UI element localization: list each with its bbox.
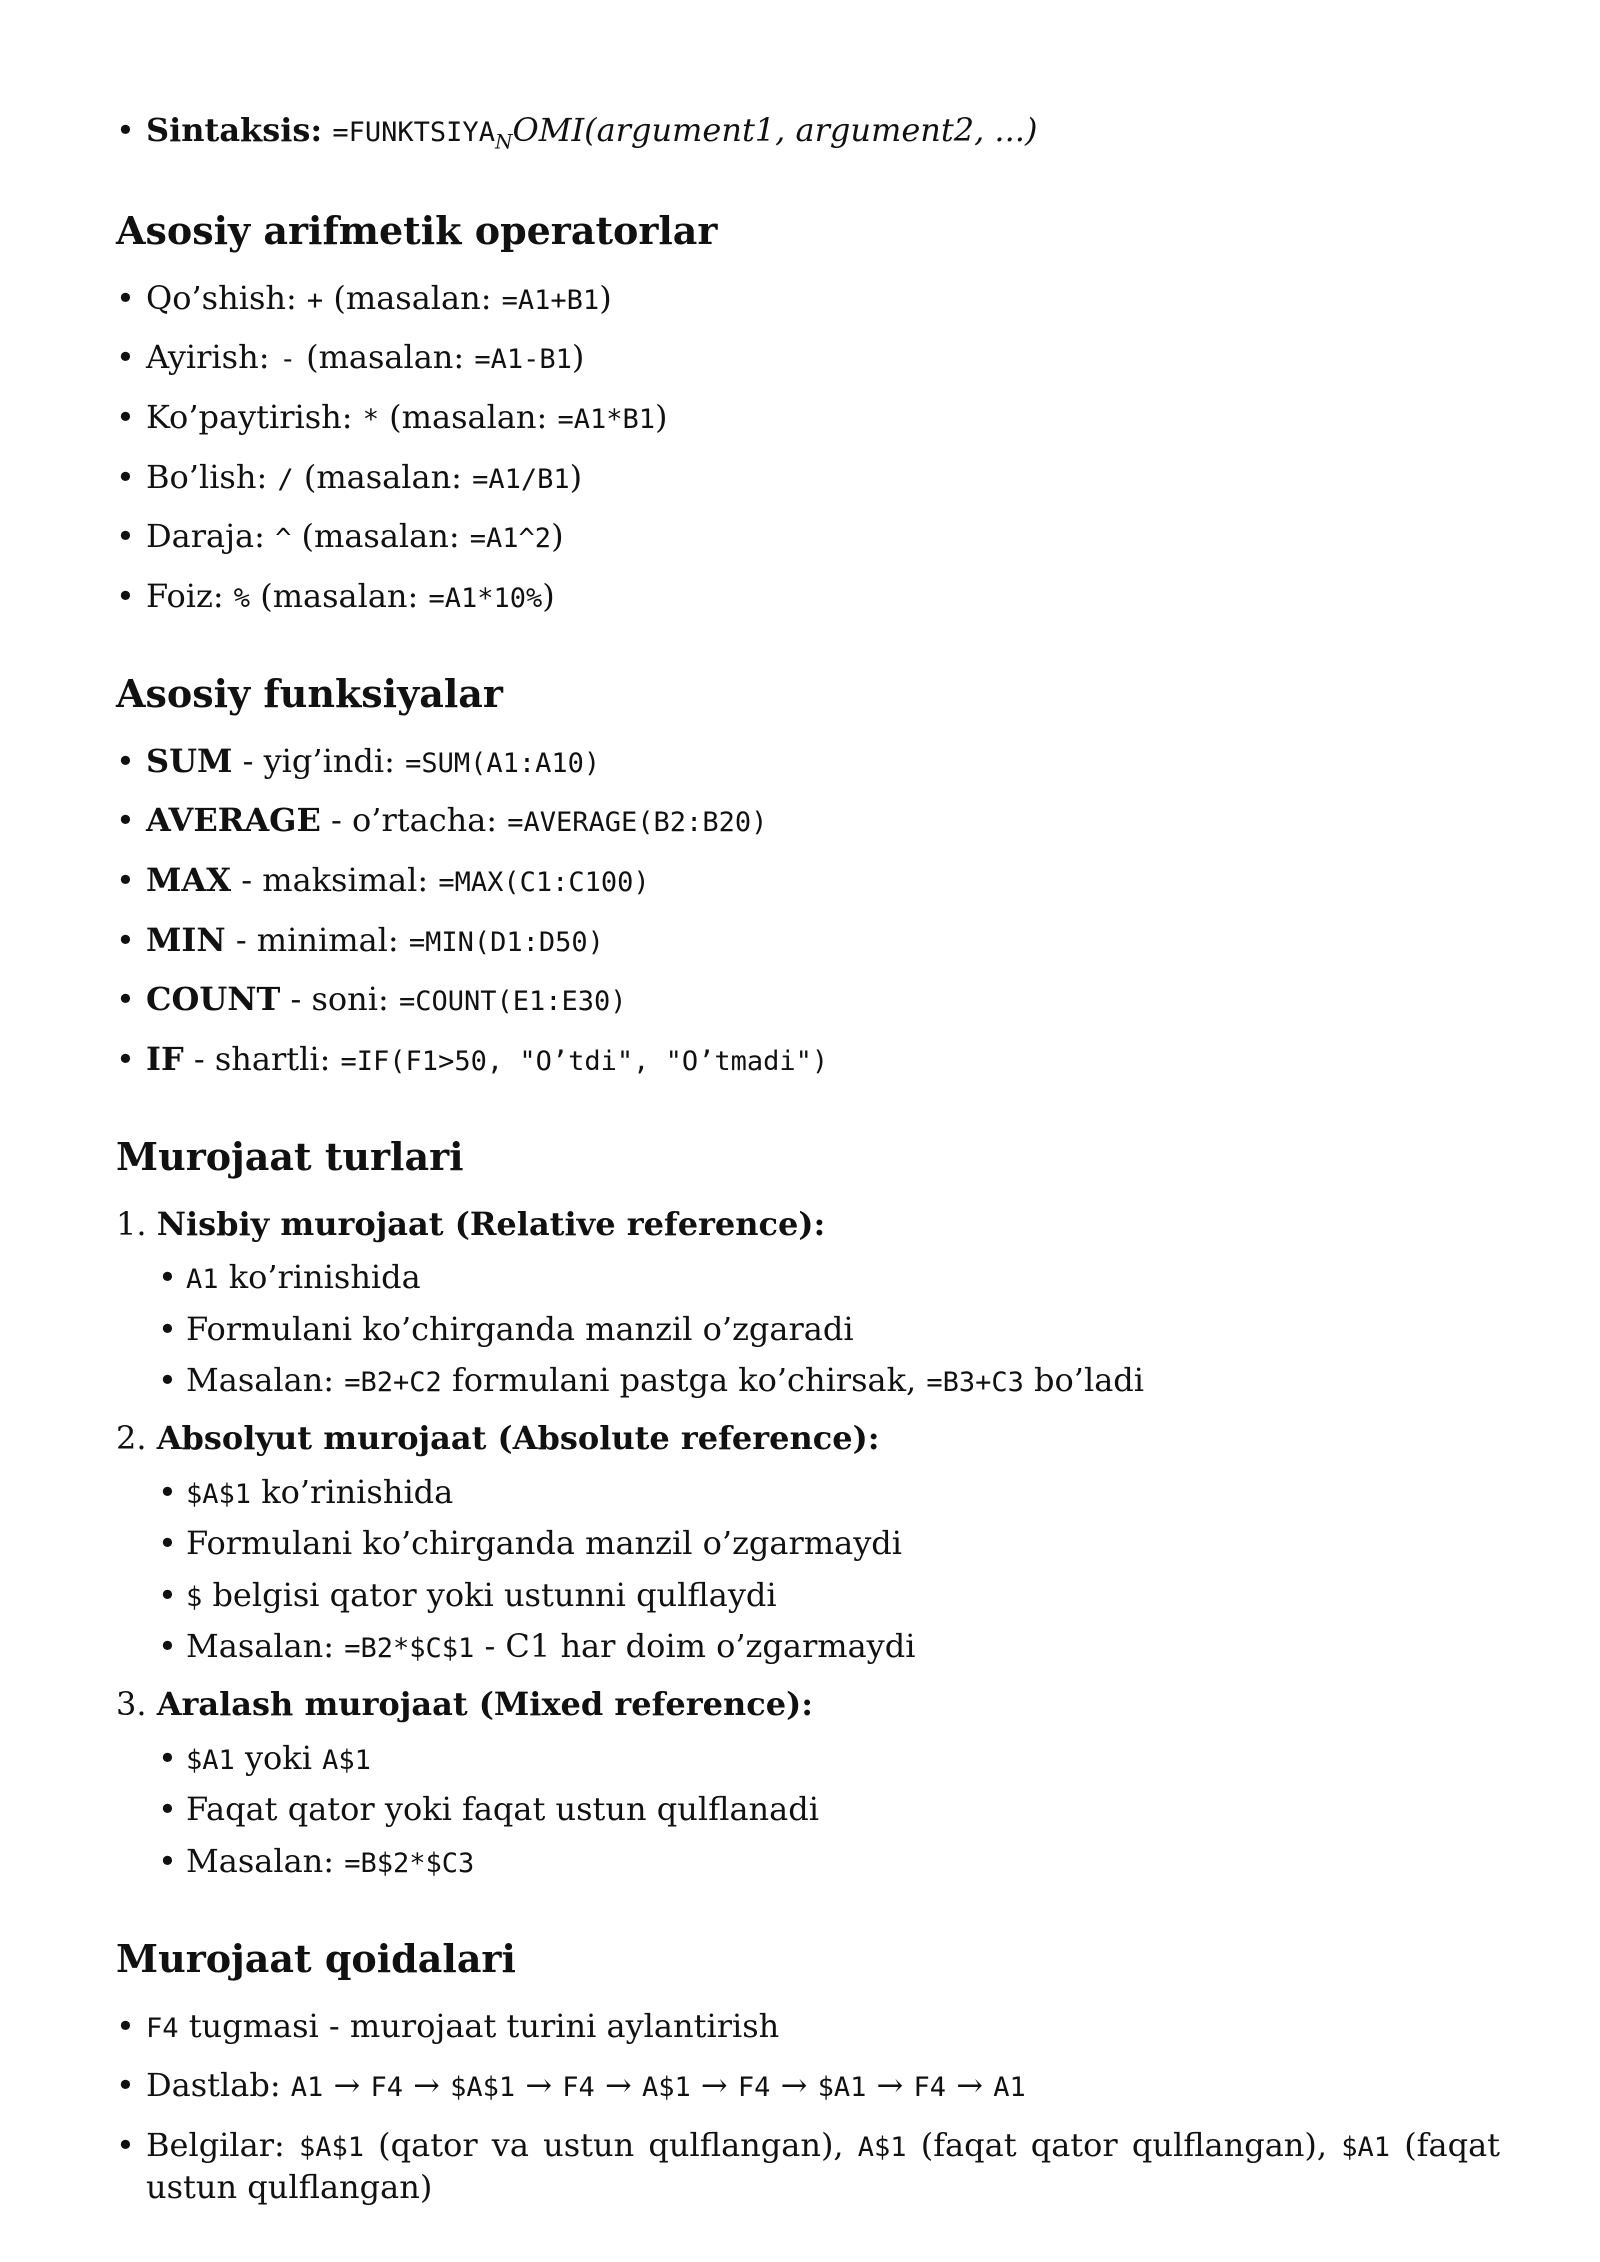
code-text: =B3+C3 <box>926 1367 1024 1399</box>
item-label: Qo’shish: <box>146 278 297 317</box>
ref-title-text: Nisbiy murojaat (Relative reference): <box>156 1204 826 1243</box>
item-text: Masalan: <box>186 1841 345 1880</box>
func-example: =MIN(D1:D50) <box>408 926 604 958</box>
ref-type-relative <box>116 1204 1500 1402</box>
code-text: F4 <box>737 2072 771 2104</box>
item-op: % <box>233 582 251 614</box>
rules-list <box>116 2006 1500 2208</box>
syntax-item <box>116 110 1500 154</box>
list-item <box>158 1360 1500 1402</box>
list-item <box>158 1575 1500 1617</box>
list-item <box>116 2006 1500 2048</box>
list-item <box>116 576 1500 618</box>
item-text: (faqat qator qulflangan), <box>906 2125 1342 2164</box>
list-item <box>116 1039 1500 1081</box>
code-text: F4 <box>146 2012 179 2044</box>
func-name: AVERAGE <box>146 801 321 840</box>
func-desc: - o’rtacha: <box>320 801 508 840</box>
ref-number: 2. <box>116 1419 147 1458</box>
code-text: =B2+C2 <box>344 1367 442 1399</box>
ref-sublist <box>116 1257 1500 1402</box>
code-text: F4 <box>913 2072 947 2104</box>
code-text: A1 <box>993 2072 1026 2104</box>
item-op: ^ <box>275 523 292 555</box>
func-example: =COUNT(E1:E30) <box>398 986 627 1018</box>
item-example: =A1-B1 <box>474 344 572 376</box>
code-text: $A1 <box>186 1744 235 1776</box>
list-item <box>158 1841 1500 1883</box>
item-pre: (masalan: <box>306 338 465 377</box>
item-example: =A1*10% <box>428 582 543 614</box>
list-item <box>116 800 1500 842</box>
code-text: $ <box>186 1581 203 1613</box>
list-item <box>116 2125 1500 2208</box>
arrow-icon: → <box>604 2066 632 2105</box>
code-text: A$1 <box>641 2072 691 2104</box>
item-post: ) <box>655 397 668 436</box>
syntax-list <box>116 110 1500 154</box>
item-text: Masalan: <box>186 1361 345 1400</box>
code-text: $A$1 <box>298 2131 364 2163</box>
arrow-icon: → <box>780 2066 808 2105</box>
rules-heading: Murojaat qoidalari <box>116 1936 516 1982</box>
item-text: ko’rinishida <box>218 1258 421 1297</box>
item-pre: (masalan: <box>301 517 460 556</box>
item-label: Ayirish: <box>146 338 270 377</box>
func-desc: - soni: <box>280 980 399 1019</box>
arrow-icon: → <box>333 2066 361 2105</box>
list-item <box>158 1309 1500 1351</box>
arrow-icon: → <box>413 2066 440 2105</box>
item-post: ) <box>542 576 555 615</box>
syntax-sub: N <box>494 129 513 154</box>
item-text: Formulani ko’chirganda manzil o’zgarmaydi <box>186 1524 902 1563</box>
list-item <box>158 1257 1500 1299</box>
ref-title-text: Absolyut murojaat (Absolute reference): <box>156 1419 880 1458</box>
list-item <box>158 1738 1500 1780</box>
item-text: (faqat ustun qulflangan) <box>146 2125 1501 2206</box>
func-name: COUNT <box>146 980 281 1019</box>
item-label: Foiz: <box>146 576 224 615</box>
arrow-icon: → <box>876 2066 904 2105</box>
list-item <box>116 2065 1500 2107</box>
item-label: Bo’lish: <box>146 457 268 496</box>
item-example: =A1/B1 <box>472 463 570 495</box>
list-item <box>116 516 1500 558</box>
ref-title <box>116 1684 1500 1726</box>
ref-number: 3. <box>116 1685 147 1724</box>
funcs-heading: Asosiy funksiyalar <box>116 671 503 717</box>
refs-heading: Murojaat turlari <box>116 1134 464 1180</box>
item-pre: (masalan: <box>260 576 419 615</box>
code-text: $A$1 <box>450 2072 516 2104</box>
func-desc: - yig’indi: <box>232 741 406 780</box>
item-op: * <box>362 403 379 435</box>
item-text: yoki <box>234 1738 323 1777</box>
ref-sublist <box>116 1472 1500 1668</box>
item-label: Belgilar: <box>146 2125 299 2164</box>
func-name: SUM <box>146 741 233 780</box>
list-item <box>116 741 1500 783</box>
func-name: MIN <box>146 920 226 959</box>
code-text: A$1 <box>322 1744 371 1776</box>
arith-list <box>116 278 1500 618</box>
func-desc: - shartli: <box>183 1039 341 1078</box>
item-text: (qator va ustun qulflangan), <box>364 2125 858 2164</box>
list-item <box>158 1523 1500 1565</box>
ref-title <box>116 1204 1500 1246</box>
code-text: F4 <box>370 2072 403 2104</box>
syntax-label: Sintaksis: <box>146 111 323 149</box>
list-item <box>116 860 1500 902</box>
item-text: Masalan: <box>186 1627 345 1666</box>
code-text: A$1 <box>857 2131 907 2163</box>
ref-type-absolute <box>116 1418 1500 1668</box>
code-text: =B$2*$C3 <box>344 1847 475 1879</box>
syntax-args: (argument1, argument2, ...) <box>584 111 1038 149</box>
item-post: ) <box>599 278 612 317</box>
code-text: $A$1 <box>186 1478 252 1510</box>
arrow-icon: → <box>700 2066 728 2105</box>
item-op: - <box>279 344 296 376</box>
item-pre: (masalan: <box>389 397 548 436</box>
code-text: A1 <box>290 2072 324 2104</box>
list-item <box>116 979 1500 1021</box>
func-example: =SUM(A1:A10) <box>405 747 601 779</box>
item-text: - C1 har doim o’zgarmaydi <box>474 1627 916 1666</box>
list-item <box>116 457 1500 499</box>
ref-sublist <box>116 1738 1500 1883</box>
list-item <box>116 397 1500 439</box>
item-label: Ko’paytirish: <box>146 397 353 436</box>
list-item <box>158 1472 1500 1514</box>
code-text: $A1 <box>1341 2131 1391 2163</box>
func-example: =MAX(C1:C100) <box>438 866 650 898</box>
arith-heading: Asosiy arifmetik operatorlar <box>116 208 718 254</box>
item-post: ) <box>571 338 585 377</box>
item-example: =A1^2 <box>469 523 552 555</box>
syntax-code: =FUNKTSIYA <box>332 117 495 148</box>
ref-number: 1. <box>116 1204 147 1243</box>
ref-title-text: Aralash murojaat (Mixed reference): <box>156 1685 814 1724</box>
item-text: Faqat qator yoki faqat ustun qulflanadi <box>186 1790 819 1829</box>
func-name: IF <box>146 1039 184 1078</box>
func-example: =AVERAGE(B2:B20) <box>507 807 768 839</box>
func-example: =IF(F1>50, "O’tdi", "O’tmadi") <box>340 1045 829 1077</box>
list-item <box>158 1789 1500 1831</box>
func-desc: - minimal: <box>225 920 409 959</box>
item-text: ko’rinishida <box>251 1472 454 1511</box>
item-example: =A1*B1 <box>557 403 655 435</box>
item-text: belgisi qator yoki ustunni qulflaydi <box>202 1575 777 1614</box>
item-example: =A1+B1 <box>501 284 600 316</box>
item-text: formulani pastga ko’chirsak, <box>441 1361 927 1400</box>
refs-list <box>116 1204 1500 1883</box>
func-name: MAX <box>146 860 232 899</box>
item-op: + <box>306 284 324 316</box>
list-item <box>116 278 1500 320</box>
item-label: Dastlab: <box>146 2066 291 2105</box>
item-pre: (masalan: <box>303 457 462 496</box>
code-text: F4 <box>562 2072 595 2104</box>
item-pre: (masalan: <box>333 278 492 317</box>
list-item <box>116 920 1500 962</box>
list-item <box>116 337 1500 379</box>
syntax-rest: OMI <box>512 111 585 149</box>
item-text: Formulani ko’chirganda manzil o’zgaradi <box>186 1309 854 1348</box>
code-text: A1 <box>186 1264 219 1296</box>
func-desc: - maksimal: <box>231 860 439 899</box>
item-post: ) <box>569 457 583 496</box>
funcs-list <box>116 741 1500 1081</box>
ref-type-mixed <box>116 1684 1500 1882</box>
ref-title <box>116 1418 1500 1460</box>
item-op: / <box>277 463 294 495</box>
arrow-icon: → <box>956 2066 984 2105</box>
arrow-icon: → <box>525 2066 553 2105</box>
item-label: Daraja: <box>146 517 265 556</box>
item-text: bo’ladi <box>1023 1361 1144 1400</box>
item-post: ) <box>551 517 564 556</box>
code-text: $A1 <box>817 2072 867 2104</box>
list-item <box>158 1626 1500 1668</box>
code-text: =B2*$C$1 <box>344 1633 475 1665</box>
item-text: tugmasi - murojaat turini aylantirish <box>178 2006 780 2045</box>
